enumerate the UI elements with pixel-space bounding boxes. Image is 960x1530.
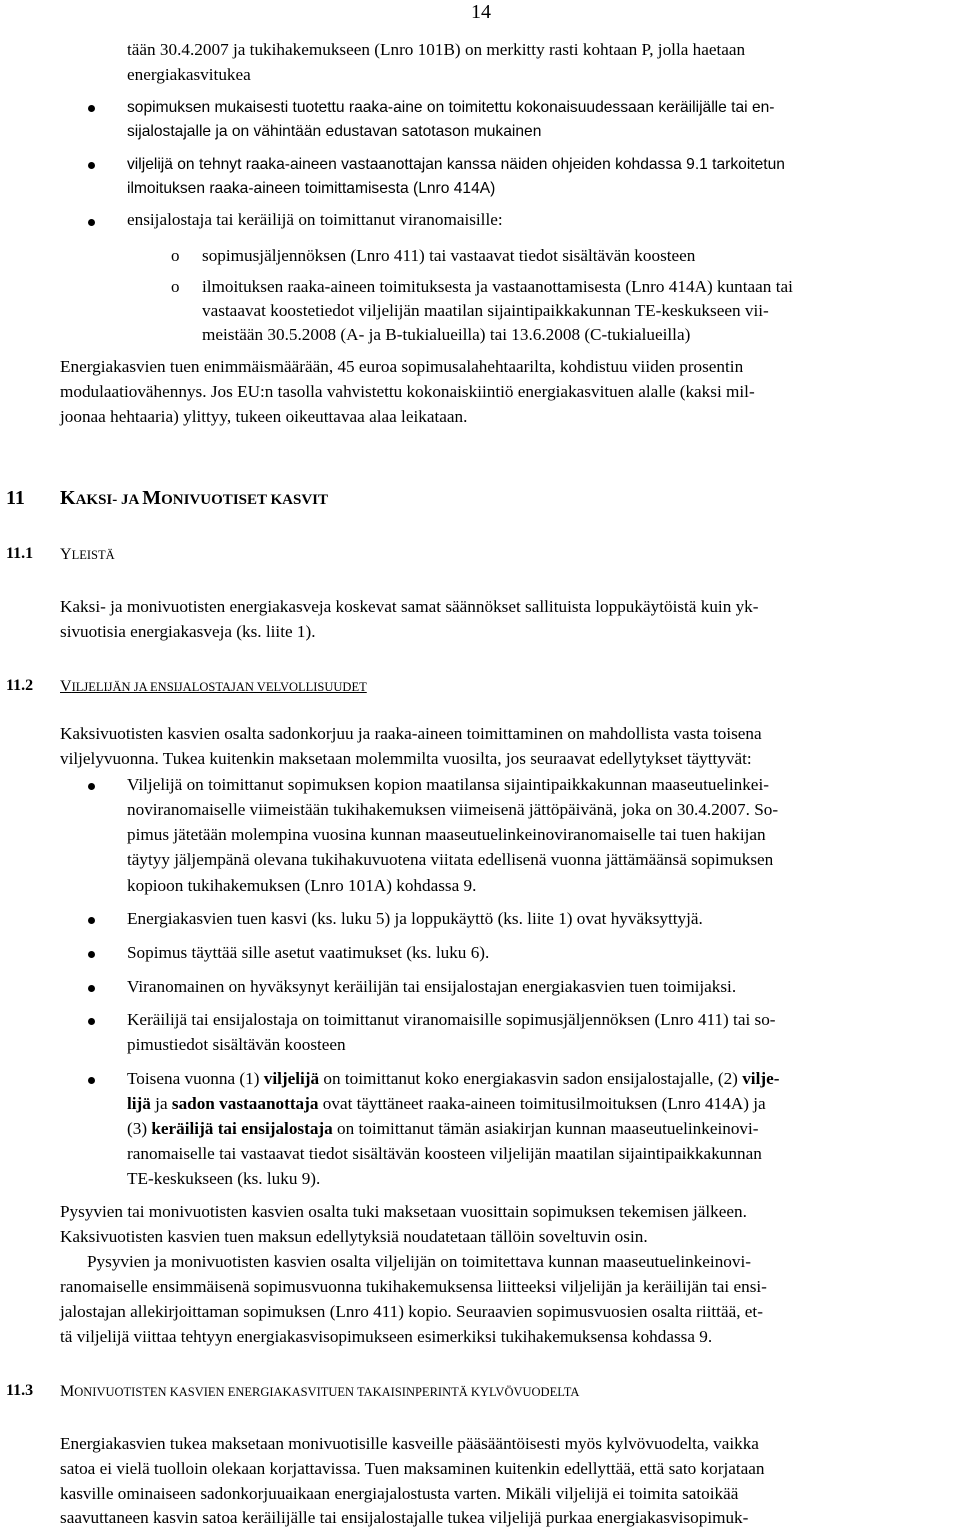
- text-line: Sopimus täyttää sille asetut vaatimukset (ks. luku 6).: [127, 943, 490, 962]
- bullet-icon: [88, 1018, 95, 1025]
- text-line: TE-keskukseen (ks. luku 9).: [127, 1169, 321, 1188]
- subsection-number: 11.1: [6, 545, 34, 562]
- text-line: Keräilijä tai ensijalostaja on toimittanut viranomaisille sopimusjäljennöksen (Lnro 411) tai so-: [127, 1010, 776, 1029]
- text-line: ilmoituksen raaka-aineen toimittamisesta (Lnro 414A): [127, 180, 496, 197]
- text-line: Energiakasvien tuen enimmäismäärään, 45 euroa sopimusalahehtaarilta, kohdistuu viiden prosentin: [60, 357, 744, 376]
- subsection-title: YLEISTÄ: [60, 546, 115, 563]
- text-line: kopioon tukihakemuksen (Lnro 101A) kohdassa 9.: [127, 876, 477, 895]
- bullet-icon: [88, 105, 95, 112]
- bullet-icon: [88, 1077, 95, 1084]
- text-line: Kaksi- ja monivuotisten energiakasveja koskevat samat säännökset sallituista loppukäytöistä kuin yk-: [60, 597, 759, 616]
- text-line: saavuttaneen kasvin satoa keräilijälle tai ensijalostajalle tukea viljelijä purkaa energiakasvisopimuk-: [60, 1508, 749, 1527]
- page-number: 14: [471, 1, 491, 23]
- subsection-title: MONIVUOTISTEN KASVIEN ENERGIAKASVITUEN TAKAISINPERINTÄ KYLVÖVUODELTA: [60, 1383, 580, 1400]
- bullet-icon: [88, 219, 95, 226]
- text-line: Kaksivuotisten kasvien osalta sadonkorjuu ja raaka-aineen toimittaminen on mahdollista vasta toisena: [60, 724, 762, 743]
- text-line: ensijalostaja tai keräilijä on toimittanut viranomaisille:: [127, 210, 503, 229]
- text-line: sopimuksen mukaisesti tuotettu raaka-aine on toimitettu kokonaisuudessaan keräilijälle tai en-: [127, 99, 775, 116]
- text-line: Pysyvien ja monivuotisten kasvien osalta viljelijän on toimitettava kunnan maaseutuelinkeinovi-: [87, 1252, 751, 1271]
- text-line: sijalostajalle ja on vähintään edustavan satotason mukainen: [127, 123, 542, 140]
- text-line: joonaa hehtaaria) ylittyy, tukeen oikeuttavaa alaa leikataan.: [60, 407, 468, 426]
- text-line: Toisena vuonna (1) viljelijä on toimittanut koko energiakasvin sadon ensijalostajalle, (2) vilje-: [127, 1069, 780, 1088]
- subsection-title: VILJELIJÄN JA ENSIJALOSTAJAN VELVOLLISUUDET: [60, 678, 367, 695]
- text-line: viljelyvuonna. Tukea kuitenkin maksetaan molemmilta vuosilta, jos seuraavat edellytykset täyttyvät:: [60, 749, 752, 768]
- text-line: ranomaiselle ensimmäisenä sopimusvuonna tukihakemuksensa liitteeksi viljelijän ja keräilijän tai ensi-: [60, 1277, 767, 1296]
- text-line: Energiakasvien tukea maksetaan monivuotisille kasveille pääsääntöisesti myös kylvövuodelta, vaikka: [60, 1434, 759, 1453]
- text-line: ilmoituksen raaka-aineen toimituksesta ja vastaanottamisesta (Lnro 414A) kuntaan tai: [202, 277, 793, 296]
- text-line: satoa ei vielä tuolloin olekaan korjattavissa. Tuen maksaminen kuitenkin edellyttää, että sato korjataan: [60, 1459, 765, 1478]
- text-line: tä viljelijä viittaa tehtyyn energiakasvisopimukseen esimerkiksi tukihakemuksensa kohdassa 9.: [60, 1327, 713, 1346]
- bullet-icon: [88, 162, 95, 169]
- circle-bullet-icon: o: [171, 246, 180, 265]
- text-line: Viljelijä on toimittanut sopimuksen kopion maatilansa sijaintipaikkakunnan maaseutuelinkei-: [127, 775, 769, 794]
- text-line: energiakasvitukea: [127, 65, 251, 84]
- text-line: sopimusjäljennöksen (Lnro 411) tai vastaavat tiedot sisältävän koosteen: [202, 246, 696, 265]
- section-number: 11: [6, 487, 25, 509]
- text-line: pimus jätetään molempina vuosina kunnan maaseutuelinkeinoviranomaiselle tai tuen hakijan: [127, 825, 766, 844]
- text-line: noviranomaiselle viimeistään tukihakemuksen viimeisenä jättöpäivänä, joka on 30.4.2007. So-: [127, 800, 779, 819]
- text-line: ranomaiselle tai vastaavat tiedot sisältävän koosteen viljelijän maatilan sijaintipaikkakunnan: [127, 1144, 762, 1163]
- text-line: viljelijä on tehnyt raaka-aineen vastaanottajan kanssa näiden ohjeiden kohdassa 9.1 tarkoitetun: [127, 156, 785, 173]
- circle-bullet-icon: o: [171, 277, 180, 296]
- text-line: meistään 30.5.2008 (A- ja B-tukialueilla) tai 13.6.2008 (C-tukialueilla): [202, 325, 691, 344]
- bullet-icon: [88, 951, 95, 958]
- text-line: (3) keräilijä tai ensijalostaja on toimittanut tämän asiakirjan kunnan maaseutuelinkeinovi-: [127, 1119, 759, 1138]
- text-line: Energiakasvien tuen kasvi (ks. luku 5) ja loppukäyttö (ks. liite 1) ovat hyväksyttyjä.: [127, 909, 703, 928]
- text-line: Pysyvien tai monivuotisten kasvien osalta tuki maksetaan vuosittain sopimuksen tekemisen jälkeen.: [60, 1202, 747, 1221]
- text-line: sivuotisia energiakasveja (ks. liite 1).: [60, 622, 316, 641]
- subsection-number: 11.2: [6, 677, 34, 694]
- text-line: vastaavat koostetiedot viljelijän maatilan sijaintipaikkakunnan TE-keskukseen vii-: [202, 301, 769, 320]
- text-line: kasville ominaiseen sadonkorjuuaikaan energiajalostusta varten. Mikäli viljelijä ei toimita satoikää: [60, 1484, 739, 1503]
- text-line: Kaksivuotisten kasvien tuen maksun edellytyksiä noudatetaan tällöin soveltuvin osin.: [60, 1227, 648, 1246]
- text-line: lijä ja sadon vastaanottaja ovat täyttäneet raaka-aineen toimitusilmoituksen (Lnro 414A) ja: [127, 1094, 766, 1113]
- text-line: modulaatiovähennys. Jos EU:n tasolla vahvistettu kokonaiskiintiö energiakasvituen alalle (kaksi mil-: [60, 382, 755, 401]
- text-line: täytyy jäljempänä olevana tukihakuvuotena viitata edellisenä vuonna jättämäänsä sopimuksen: [127, 850, 774, 869]
- text-line: Viranomainen on hyväksynyt keräilijän tai ensijalostajan energiakasvien tuen toimijaksi.: [127, 977, 737, 996]
- bullet-icon: [88, 917, 95, 924]
- bullet-icon: [88, 783, 95, 790]
- text-line: pimustiedot sisältävän koosteen: [127, 1035, 346, 1054]
- text-line: tään 30.4.2007 ja tukihakemukseen (Lnro 101B) on merkitty rasti kohtaan P, jolla haetaan: [127, 40, 746, 59]
- bullet-icon: [88, 985, 95, 992]
- section-title: KAKSI- JA MONIVUOTISET KASVIT: [60, 487, 329, 509]
- text-line: jalostajan allekirjoittaman sopimuksen (Lnro 411) kopio. Seuraavien sopimusvuosien osalta riittää, et-: [60, 1302, 763, 1321]
- subsection-number: 11.3: [6, 1382, 34, 1399]
